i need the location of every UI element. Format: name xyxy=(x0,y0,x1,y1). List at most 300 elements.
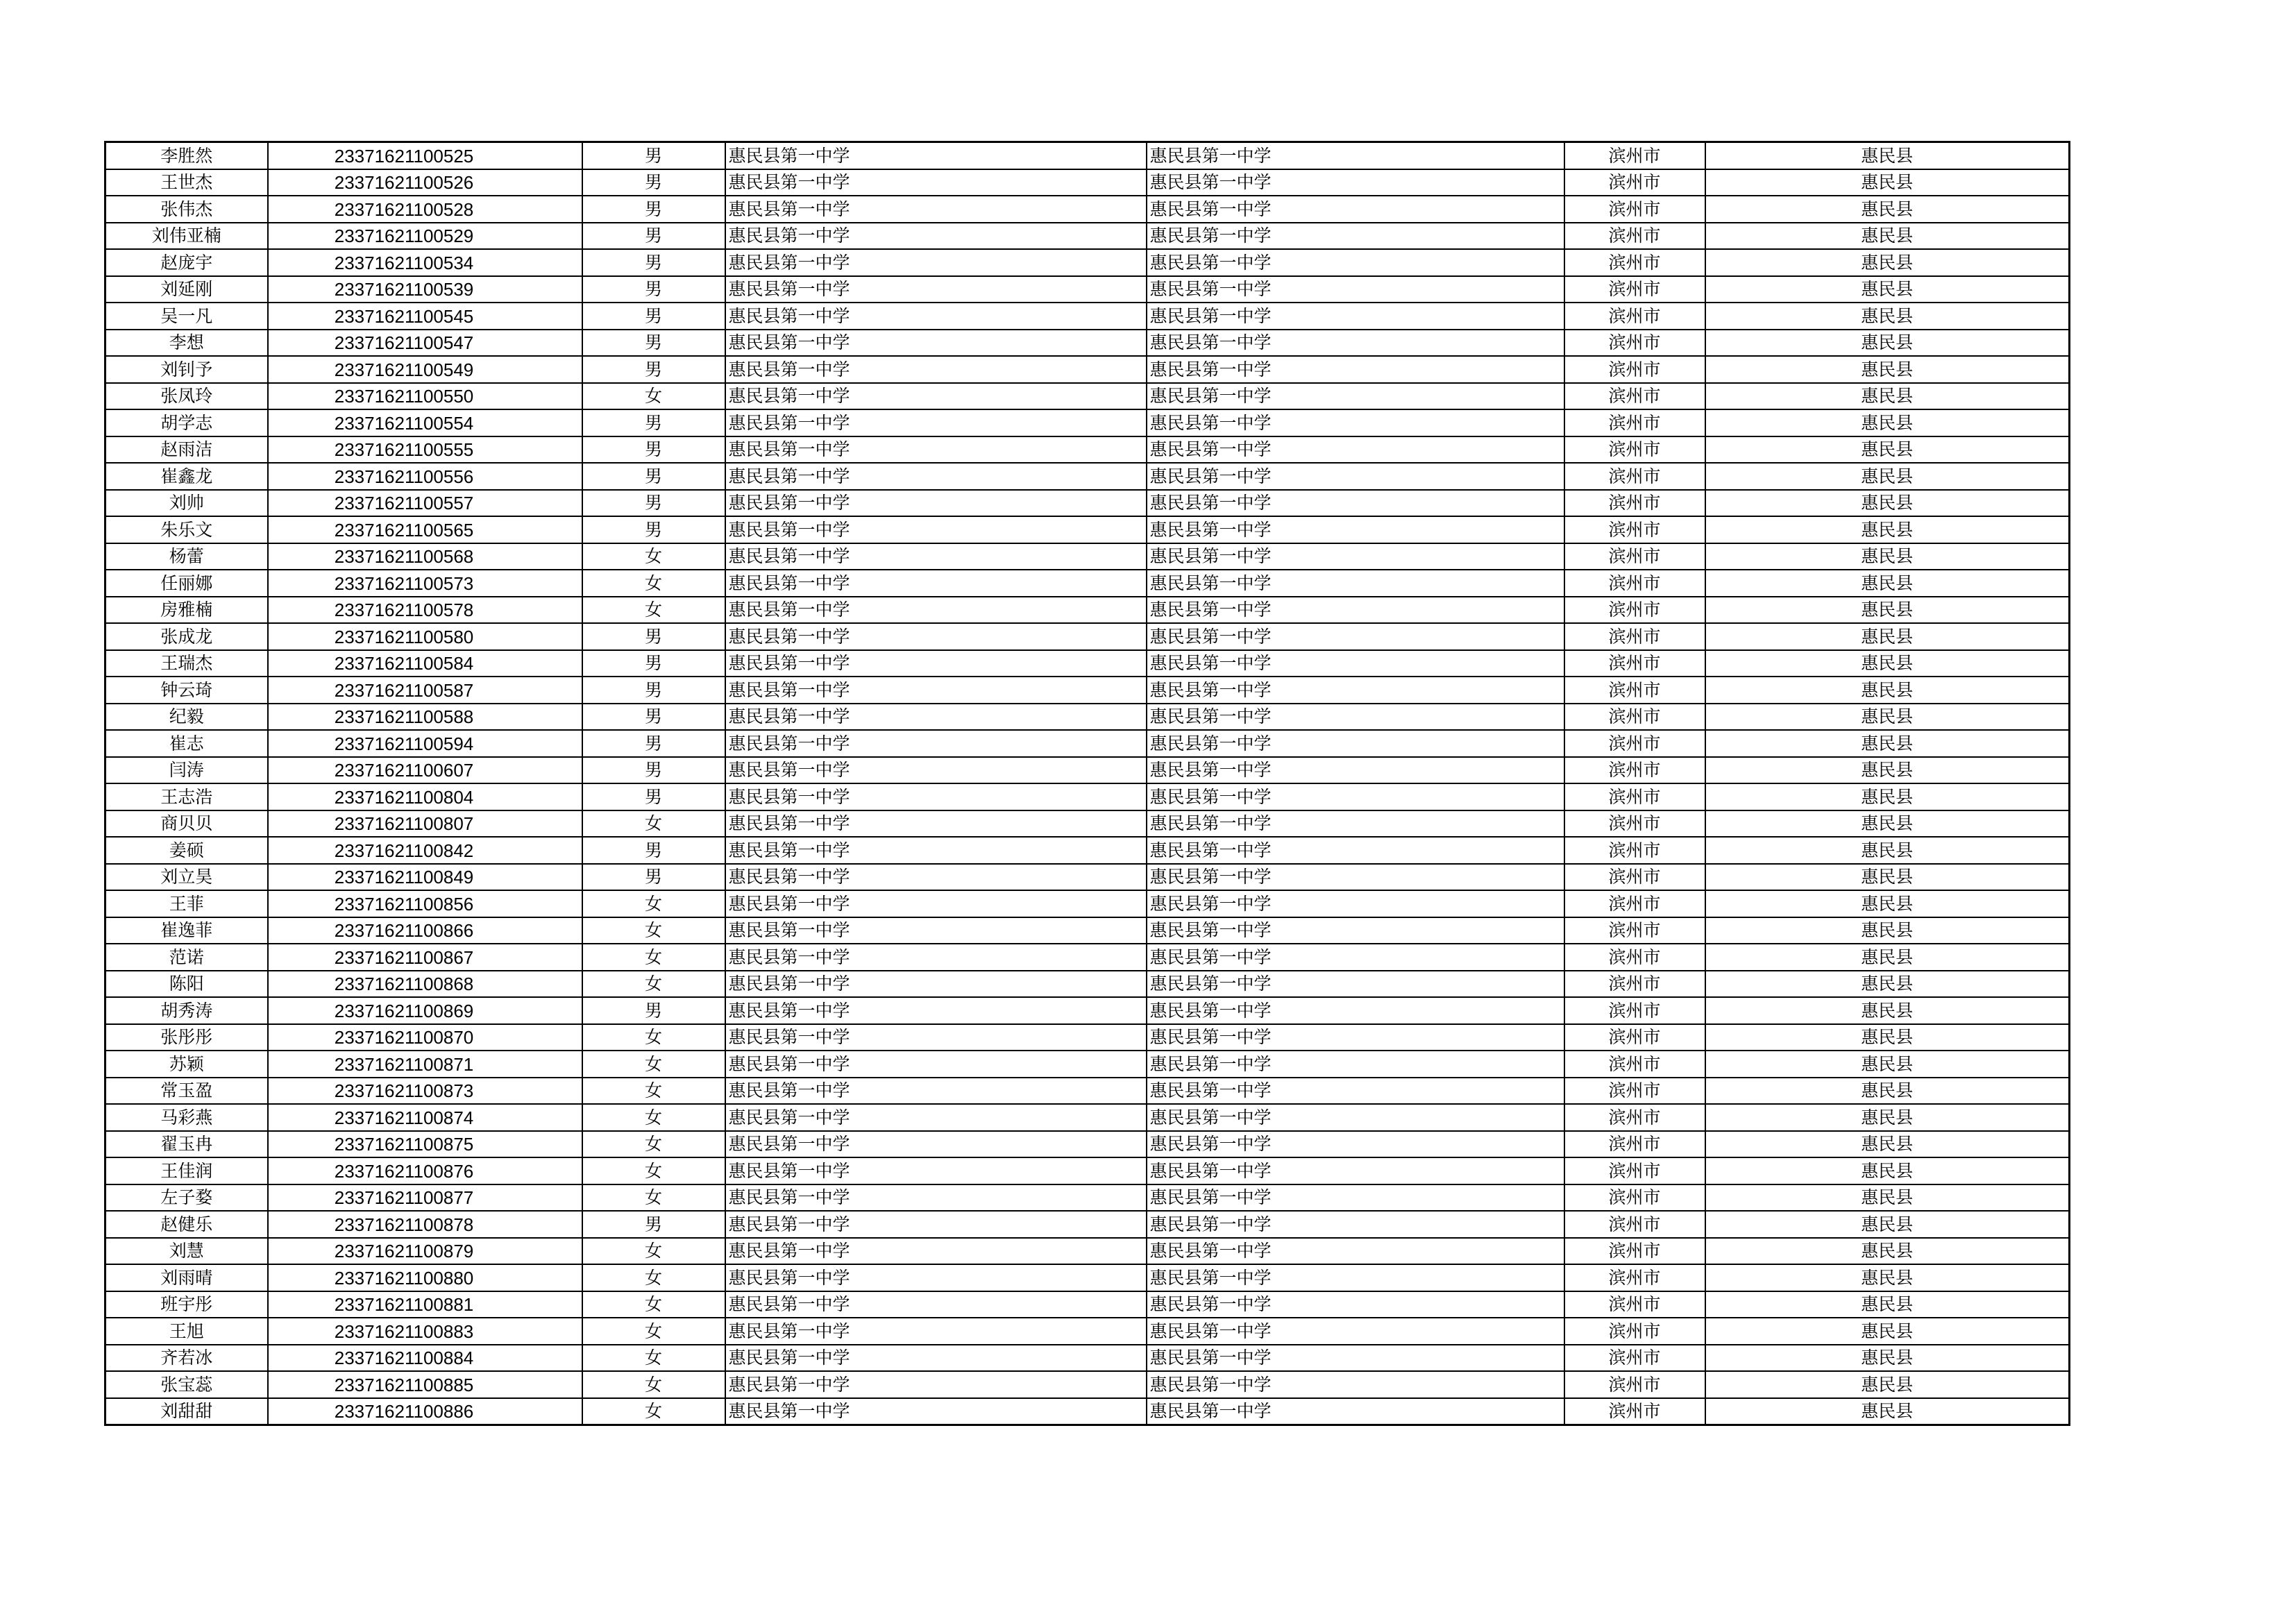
exam-site-cell: 惠民县第一中学 xyxy=(1147,436,1564,464)
exam-id-cell: 23371621100879 xyxy=(268,1238,582,1265)
exam-site-cell: 惠民县第一中学 xyxy=(1147,1131,1564,1158)
gender-cell: 女 xyxy=(582,1291,725,1318)
county-cell: 惠民县 xyxy=(1705,783,2070,810)
exam-id-cell: 23371621100807 xyxy=(268,810,582,838)
table-row xyxy=(105,623,2070,650)
city-cell: 滨州市 xyxy=(1564,971,1705,998)
student-name-cell: 王菲 xyxy=(105,890,268,917)
city-cell: 滨州市 xyxy=(1564,917,1705,944)
exam-id-cell: 23371621100856 xyxy=(268,890,582,917)
table-row xyxy=(105,1371,2070,1398)
gender-cell: 男 xyxy=(582,516,725,543)
student-name-cell: 房雅楠 xyxy=(105,597,268,624)
table-row xyxy=(105,837,2070,864)
county-cell: 惠民县 xyxy=(1705,864,2070,891)
exam-site-cell: 惠民县第一中学 xyxy=(1147,837,1564,864)
school-cell: 惠民县第一中学 xyxy=(725,783,1147,810)
student-name-cell: 王志浩 xyxy=(105,783,268,810)
county-cell: 惠民县 xyxy=(1705,223,2070,250)
school-cell: 惠民县第一中学 xyxy=(725,677,1147,704)
table-row xyxy=(105,783,2070,810)
gender-cell: 男 xyxy=(582,837,725,864)
exam-id-cell: 23371621100526 xyxy=(268,169,582,196)
gender-cell: 女 xyxy=(582,543,725,570)
student-name-cell: 闫涛 xyxy=(105,757,268,784)
school-cell: 惠民县第一中学 xyxy=(725,1238,1147,1265)
county-cell: 惠民县 xyxy=(1705,276,2070,303)
gender-cell: 男 xyxy=(582,730,725,757)
county-cell: 惠民县 xyxy=(1705,570,2070,597)
student-name-cell: 姜硕 xyxy=(105,837,268,864)
exam-site-cell: 惠民县第一中学 xyxy=(1147,516,1564,543)
table-row xyxy=(105,436,2070,464)
county-cell: 惠民县 xyxy=(1705,1184,2070,1212)
county-cell: 惠民县 xyxy=(1705,1398,2070,1425)
county-cell: 惠民县 xyxy=(1705,330,2070,357)
city-cell: 滨州市 xyxy=(1564,864,1705,891)
county-cell: 惠民县 xyxy=(1705,142,2070,169)
exam-site-cell: 惠民县第一中学 xyxy=(1147,730,1564,757)
student-name-cell: 张凤玲 xyxy=(105,383,268,410)
exam-id-cell: 23371621100607 xyxy=(268,757,582,784)
exam-site-cell: 惠民县第一中学 xyxy=(1147,1345,1564,1372)
gender-cell: 男 xyxy=(582,276,725,303)
exam-id-cell: 23371621100565 xyxy=(268,516,582,543)
student-name-cell: 李想 xyxy=(105,330,268,357)
gender-cell: 男 xyxy=(582,169,725,196)
exam-id-cell: 23371621100555 xyxy=(268,436,582,464)
student-name-cell: 崔志 xyxy=(105,730,268,757)
county-cell: 惠民县 xyxy=(1705,1157,2070,1184)
city-cell: 滨州市 xyxy=(1564,1371,1705,1398)
table-row xyxy=(105,249,2070,276)
exam-id-cell: 23371621100877 xyxy=(268,1184,582,1212)
gender-cell: 男 xyxy=(582,623,725,650)
student-name-cell: 任丽娜 xyxy=(105,570,268,597)
table-row xyxy=(105,1264,2070,1291)
exam-id-cell: 23371621100539 xyxy=(268,276,582,303)
county-cell: 惠民县 xyxy=(1705,1371,2070,1398)
school-cell: 惠民县第一中学 xyxy=(725,1051,1147,1078)
school-cell: 惠民县第一中学 xyxy=(725,730,1147,757)
gender-cell: 女 xyxy=(582,890,725,917)
exam-site-cell: 惠民县第一中学 xyxy=(1147,330,1564,357)
county-cell: 惠民县 xyxy=(1705,1291,2070,1318)
exam-site-cell: 惠民县第一中学 xyxy=(1147,276,1564,303)
student-name-cell: 吴一凡 xyxy=(105,303,268,330)
exam-id-cell: 23371621100878 xyxy=(268,1211,582,1238)
table-row xyxy=(105,890,2070,917)
student-name-cell: 崔逸菲 xyxy=(105,917,268,944)
student-name-cell: 王旭 xyxy=(105,1318,268,1345)
exam-id-cell: 23371621100869 xyxy=(268,997,582,1024)
county-cell: 惠民县 xyxy=(1705,597,2070,624)
city-cell: 滨州市 xyxy=(1564,704,1705,731)
exam-site-cell: 惠民县第一中学 xyxy=(1147,142,1564,169)
gender-cell: 女 xyxy=(582,1131,725,1158)
gender-cell: 男 xyxy=(582,223,725,250)
exam-id-cell: 23371621100584 xyxy=(268,650,582,677)
student-name-cell: 刘立昊 xyxy=(105,864,268,891)
student-name-cell: 刘慧 xyxy=(105,1238,268,1265)
student-name-cell: 陈阳 xyxy=(105,971,268,998)
table-row xyxy=(105,570,2070,597)
school-cell: 惠民县第一中学 xyxy=(725,330,1147,357)
student-name-cell: 刘钊予 xyxy=(105,356,268,383)
table-row xyxy=(105,1398,2070,1425)
exam-id-cell: 23371621100547 xyxy=(268,330,582,357)
student-name-cell: 刘帅 xyxy=(105,490,268,517)
county-cell: 惠民县 xyxy=(1705,436,2070,464)
exam-id-cell: 23371621100804 xyxy=(268,783,582,810)
school-cell: 惠民县第一中学 xyxy=(725,142,1147,169)
table-row xyxy=(105,1051,2070,1078)
student-name-cell: 胡学志 xyxy=(105,409,268,436)
gender-cell: 女 xyxy=(582,1345,725,1372)
student-name-cell: 范诺 xyxy=(105,944,268,971)
gender-cell: 女 xyxy=(582,1024,725,1051)
school-cell: 惠民县第一中学 xyxy=(725,1104,1147,1131)
exam-site-cell: 惠民县第一中学 xyxy=(1147,356,1564,383)
exam-id-cell: 23371621100557 xyxy=(268,490,582,517)
county-cell: 惠民县 xyxy=(1705,704,2070,731)
table-row xyxy=(105,757,2070,784)
student-name-cell: 班宇彤 xyxy=(105,1291,268,1318)
student-name-cell: 朱乐文 xyxy=(105,516,268,543)
exam-id-cell: 23371621100545 xyxy=(268,303,582,330)
county-cell: 惠民县 xyxy=(1705,1078,2070,1105)
county-cell: 惠民县 xyxy=(1705,944,2070,971)
exam-site-cell: 惠民县第一中学 xyxy=(1147,490,1564,517)
exam-site-cell: 惠民县第一中学 xyxy=(1147,409,1564,436)
school-cell: 惠民县第一中学 xyxy=(725,1371,1147,1398)
exam-site-cell: 惠民县第一中学 xyxy=(1147,1371,1564,1398)
exam-id-cell: 23371621100880 xyxy=(268,1264,582,1291)
student-name-cell: 商贝贝 xyxy=(105,810,268,838)
county-cell: 惠民县 xyxy=(1705,516,2070,543)
gender-cell: 男 xyxy=(582,490,725,517)
school-cell: 惠民县第一中学 xyxy=(725,223,1147,250)
city-cell: 滨州市 xyxy=(1564,543,1705,570)
exam-site-cell: 惠民县第一中学 xyxy=(1147,1264,1564,1291)
county-cell: 惠民县 xyxy=(1705,971,2070,998)
school-cell: 惠民县第一中学 xyxy=(725,463,1147,490)
table-row xyxy=(105,142,2070,169)
exam-site-cell: 惠民县第一中学 xyxy=(1147,543,1564,570)
gender-cell: 女 xyxy=(582,1238,725,1265)
gender-cell: 女 xyxy=(582,810,725,838)
school-cell: 惠民县第一中学 xyxy=(725,837,1147,864)
table-row xyxy=(105,650,2070,677)
city-cell: 滨州市 xyxy=(1564,303,1705,330)
table-row xyxy=(105,516,2070,543)
county-cell: 惠民县 xyxy=(1705,1264,2070,1291)
table-row xyxy=(105,409,2070,436)
table-row xyxy=(105,944,2070,971)
city-cell: 滨州市 xyxy=(1564,1318,1705,1345)
exam-site-cell: 惠民县第一中学 xyxy=(1147,971,1564,998)
student-name-cell: 王世杰 xyxy=(105,169,268,196)
school-cell: 惠民县第一中学 xyxy=(725,1318,1147,1345)
exam-id-cell: 23371621100870 xyxy=(268,1024,582,1051)
exam-site-cell: 惠民县第一中学 xyxy=(1147,783,1564,810)
table-row xyxy=(105,810,2070,838)
county-cell: 惠民县 xyxy=(1705,730,2070,757)
table-row xyxy=(105,543,2070,570)
exam-site-cell: 惠民县第一中学 xyxy=(1147,890,1564,917)
school-cell: 惠民县第一中学 xyxy=(725,383,1147,410)
city-cell: 滨州市 xyxy=(1564,1238,1705,1265)
city-cell: 滨州市 xyxy=(1564,436,1705,464)
table-row xyxy=(105,917,2070,944)
county-cell: 惠民县 xyxy=(1705,890,2070,917)
gender-cell: 女 xyxy=(582,971,725,998)
gender-cell: 男 xyxy=(582,463,725,490)
exam-id-cell: 23371621100529 xyxy=(268,223,582,250)
gender-cell: 男 xyxy=(582,1211,725,1238)
school-cell: 惠民县第一中学 xyxy=(725,1264,1147,1291)
exam-id-cell: 23371621100588 xyxy=(268,704,582,731)
gender-cell: 男 xyxy=(582,783,725,810)
exam-id-cell: 23371621100884 xyxy=(268,1345,582,1372)
city-cell: 滨州市 xyxy=(1564,1264,1705,1291)
school-cell: 惠民县第一中学 xyxy=(725,1398,1147,1425)
city-cell: 滨州市 xyxy=(1564,169,1705,196)
student-name-cell: 李胜然 xyxy=(105,142,268,169)
exam-site-cell: 惠民县第一中学 xyxy=(1147,463,1564,490)
county-cell: 惠民县 xyxy=(1705,677,2070,704)
gender-cell: 男 xyxy=(582,650,725,677)
exam-id-cell: 23371621100549 xyxy=(268,356,582,383)
city-cell: 滨州市 xyxy=(1564,1291,1705,1318)
county-cell: 惠民县 xyxy=(1705,169,2070,196)
county-cell: 惠民县 xyxy=(1705,1051,2070,1078)
gender-cell: 女 xyxy=(582,1264,725,1291)
student-name-cell: 苏颖 xyxy=(105,1051,268,1078)
table-row xyxy=(105,276,2070,303)
school-cell: 惠民县第一中学 xyxy=(725,650,1147,677)
city-cell: 滨州市 xyxy=(1564,810,1705,838)
gender-cell: 女 xyxy=(582,1184,725,1212)
gender-cell: 男 xyxy=(582,677,725,704)
table-row xyxy=(105,597,2070,624)
gender-cell: 女 xyxy=(582,570,725,597)
school-cell: 惠民县第一中学 xyxy=(725,436,1147,464)
student-name-cell: 王瑞杰 xyxy=(105,650,268,677)
student-name-cell: 杨蕾 xyxy=(105,543,268,570)
school-cell: 惠民县第一中学 xyxy=(725,409,1147,436)
city-cell: 滨州市 xyxy=(1564,677,1705,704)
school-cell: 惠民县第一中学 xyxy=(725,1211,1147,1238)
gender-cell: 男 xyxy=(582,409,725,436)
exam-site-cell: 惠民县第一中学 xyxy=(1147,249,1564,276)
county-cell: 惠民县 xyxy=(1705,917,2070,944)
exam-id-cell: 23371621100849 xyxy=(268,864,582,891)
exam-site-cell: 惠民县第一中学 xyxy=(1147,597,1564,624)
exam-id-cell: 23371621100875 xyxy=(268,1131,582,1158)
gender-cell: 女 xyxy=(582,1398,725,1425)
exam-site-cell: 惠民县第一中学 xyxy=(1147,623,1564,650)
exam-id-cell: 23371621100554 xyxy=(268,409,582,436)
gender-cell: 男 xyxy=(582,436,725,464)
exam-site-cell: 惠民县第一中学 xyxy=(1147,169,1564,196)
exam-site-cell: 惠民县第一中学 xyxy=(1147,1318,1564,1345)
city-cell: 滨州市 xyxy=(1564,1131,1705,1158)
student-name-cell: 纪毅 xyxy=(105,704,268,731)
table-row xyxy=(105,383,2070,410)
county-cell: 惠民县 xyxy=(1705,1104,2070,1131)
city-cell: 滨州市 xyxy=(1564,944,1705,971)
exam-id-cell: 23371621100873 xyxy=(268,1078,582,1105)
student-name-cell: 刘延刚 xyxy=(105,276,268,303)
city-cell: 滨州市 xyxy=(1564,650,1705,677)
student-name-cell: 赵雨洁 xyxy=(105,436,268,464)
exam-site-cell: 惠民县第一中学 xyxy=(1147,1051,1564,1078)
city-cell: 滨州市 xyxy=(1564,997,1705,1024)
city-cell: 滨州市 xyxy=(1564,276,1705,303)
exam-site-cell: 惠民县第一中学 xyxy=(1147,650,1564,677)
table-row xyxy=(105,1131,2070,1158)
county-cell: 惠民县 xyxy=(1705,463,2070,490)
student-name-cell: 赵健乐 xyxy=(105,1211,268,1238)
table-row xyxy=(105,1238,2070,1265)
table-row xyxy=(105,223,2070,250)
school-cell: 惠民县第一中学 xyxy=(725,356,1147,383)
exam-site-cell: 惠民县第一中学 xyxy=(1147,196,1564,223)
exam-id-cell: 23371621100883 xyxy=(268,1318,582,1345)
county-cell: 惠民县 xyxy=(1705,650,2070,677)
student-name-cell: 赵庞宇 xyxy=(105,249,268,276)
student-name-cell: 张彤彤 xyxy=(105,1024,268,1051)
county-cell: 惠民县 xyxy=(1705,543,2070,570)
exam-id-cell: 23371621100866 xyxy=(268,917,582,944)
city-cell: 滨州市 xyxy=(1564,196,1705,223)
school-cell: 惠民县第一中学 xyxy=(725,249,1147,276)
city-cell: 滨州市 xyxy=(1564,1104,1705,1131)
exam-id-cell: 23371621100578 xyxy=(268,597,582,624)
city-cell: 滨州市 xyxy=(1564,757,1705,784)
exam-id-cell: 23371621100842 xyxy=(268,837,582,864)
county-cell: 惠民县 xyxy=(1705,810,2070,838)
exam-site-cell: 惠民县第一中学 xyxy=(1147,570,1564,597)
city-cell: 滨州市 xyxy=(1564,249,1705,276)
school-cell: 惠民县第一中学 xyxy=(725,1345,1147,1372)
table-row xyxy=(105,196,2070,223)
city-cell: 滨州市 xyxy=(1564,783,1705,810)
student-name-cell: 张宝蕊 xyxy=(105,1371,268,1398)
county-cell: 惠民县 xyxy=(1705,1024,2070,1051)
gender-cell: 女 xyxy=(582,1051,725,1078)
table-row xyxy=(105,1345,2070,1372)
table-row xyxy=(105,1157,2070,1184)
student-name-cell: 胡秀涛 xyxy=(105,997,268,1024)
county-cell: 惠民县 xyxy=(1705,1211,2070,1238)
county-cell: 惠民县 xyxy=(1705,757,2070,784)
student-name-cell: 刘伟亚楠 xyxy=(105,223,268,250)
exam-site-cell: 惠民县第一中学 xyxy=(1147,1104,1564,1131)
school-cell: 惠民县第一中学 xyxy=(725,1291,1147,1318)
school-cell: 惠民县第一中学 xyxy=(725,276,1147,303)
exam-site-cell: 惠民县第一中学 xyxy=(1147,704,1564,731)
city-cell: 滨州市 xyxy=(1564,1345,1705,1372)
exam-id-cell: 23371621100594 xyxy=(268,730,582,757)
exam-site-cell: 惠民县第一中学 xyxy=(1147,810,1564,838)
school-cell: 惠民县第一中学 xyxy=(725,810,1147,838)
table-row xyxy=(105,730,2070,757)
exam-id-cell: 23371621100550 xyxy=(268,383,582,410)
table-row xyxy=(105,971,2070,998)
school-cell: 惠民县第一中学 xyxy=(725,864,1147,891)
table-row xyxy=(105,1078,2070,1105)
gender-cell: 女 xyxy=(582,944,725,971)
exam-site-cell: 惠民县第一中学 xyxy=(1147,1078,1564,1105)
gender-cell: 女 xyxy=(582,1318,725,1345)
student-name-cell: 张伟杰 xyxy=(105,196,268,223)
gender-cell: 女 xyxy=(582,597,725,624)
exam-site-cell: 惠民县第一中学 xyxy=(1147,1291,1564,1318)
school-cell: 惠民县第一中学 xyxy=(725,597,1147,624)
school-cell: 惠民县第一中学 xyxy=(725,169,1147,196)
county-cell: 惠民县 xyxy=(1705,490,2070,517)
exam-site-cell: 惠民县第一中学 xyxy=(1147,1238,1564,1265)
exam-site-cell: 惠民县第一中学 xyxy=(1147,864,1564,891)
city-cell: 滨州市 xyxy=(1564,730,1705,757)
school-cell: 惠民县第一中学 xyxy=(725,570,1147,597)
exam-id-cell: 23371621100886 xyxy=(268,1398,582,1425)
exam-site-cell: 惠民县第一中学 xyxy=(1147,1211,1564,1238)
county-cell: 惠民县 xyxy=(1705,1238,2070,1265)
school-cell: 惠民县第一中学 xyxy=(725,1024,1147,1051)
city-cell: 滨州市 xyxy=(1564,1051,1705,1078)
city-cell: 滨州市 xyxy=(1564,223,1705,250)
gender-cell: 女 xyxy=(582,383,725,410)
student-name-cell: 刘甜甜 xyxy=(105,1398,268,1425)
county-cell: 惠民县 xyxy=(1705,1345,2070,1372)
county-cell: 惠民县 xyxy=(1705,837,2070,864)
gender-cell: 男 xyxy=(582,757,725,784)
exam-id-cell: 23371621100534 xyxy=(268,249,582,276)
school-cell: 惠民县第一中学 xyxy=(725,704,1147,731)
gender-cell: 男 xyxy=(582,864,725,891)
exam-site-cell: 惠民县第一中学 xyxy=(1147,757,1564,784)
exam-id-cell: 23371621100528 xyxy=(268,196,582,223)
gender-cell: 男 xyxy=(582,142,725,169)
exam-site-cell: 惠民县第一中学 xyxy=(1147,917,1564,944)
exam-id-cell: 23371621100868 xyxy=(268,971,582,998)
city-cell: 滨州市 xyxy=(1564,356,1705,383)
city-cell: 滨州市 xyxy=(1564,383,1705,410)
table-row xyxy=(105,490,2070,517)
exam-id-cell: 23371621100587 xyxy=(268,677,582,704)
city-cell: 滨州市 xyxy=(1564,597,1705,624)
table-row xyxy=(105,463,2070,490)
county-cell: 惠民县 xyxy=(1705,383,2070,410)
city-cell: 滨州市 xyxy=(1564,890,1705,917)
table-row xyxy=(105,303,2070,330)
school-cell: 惠民县第一中学 xyxy=(725,757,1147,784)
gender-cell: 男 xyxy=(582,704,725,731)
table-row xyxy=(105,1211,2070,1238)
student-name-cell: 刘雨晴 xyxy=(105,1264,268,1291)
exam-id-cell: 23371621100876 xyxy=(268,1157,582,1184)
school-cell: 惠民县第一中学 xyxy=(725,1078,1147,1105)
exam-site-cell: 惠民县第一中学 xyxy=(1147,383,1564,410)
table-body xyxy=(105,142,2070,1425)
school-cell: 惠民县第一中学 xyxy=(725,1157,1147,1184)
county-cell: 惠民县 xyxy=(1705,623,2070,650)
exam-id-cell: 23371621100556 xyxy=(268,463,582,490)
exam-id-cell: 23371621100885 xyxy=(268,1371,582,1398)
